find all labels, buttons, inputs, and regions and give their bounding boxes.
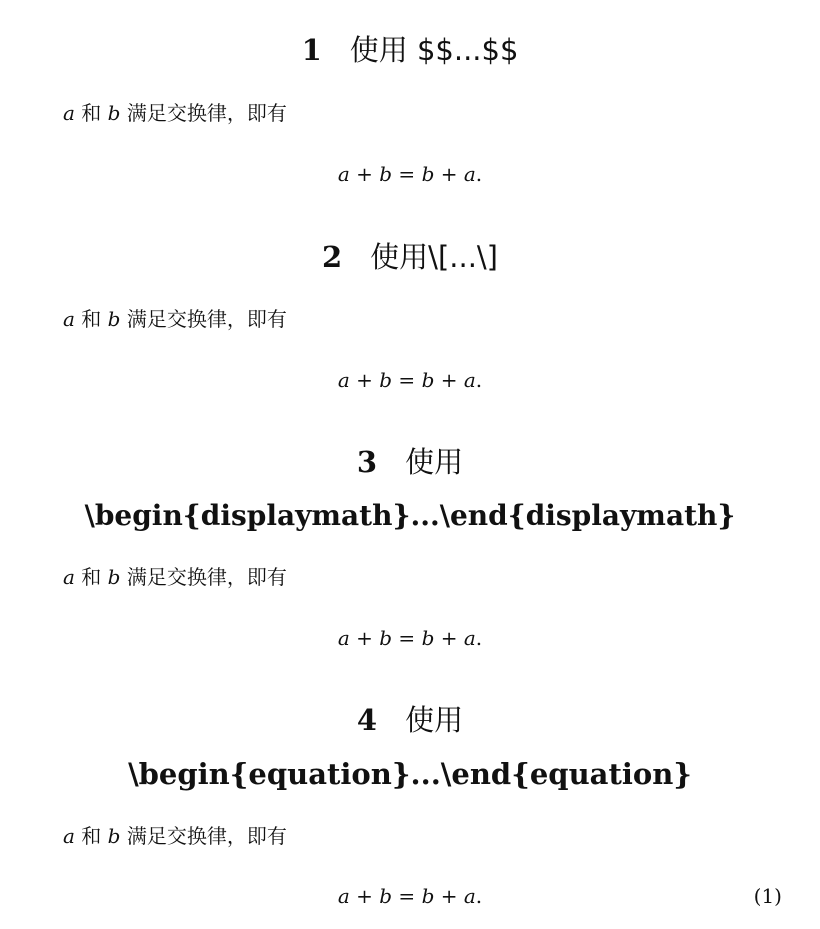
section-title: 使用 xyxy=(405,445,464,479)
eq-period: . xyxy=(475,626,483,650)
eq-operator: + xyxy=(349,884,380,908)
section-3-paragraph xyxy=(63,564,287,590)
word-and: 和 xyxy=(81,824,102,848)
eq-period: . xyxy=(475,884,483,908)
section-number: 2 xyxy=(321,240,343,274)
eq-term: b xyxy=(379,162,393,186)
section-3-heading-line2: \begin{displaymath}...\end{displaymath} xyxy=(84,499,736,532)
word-and: 和 xyxy=(81,101,102,125)
eq-period: . xyxy=(475,368,483,392)
eq-operator: + xyxy=(349,368,380,392)
eq-term: a xyxy=(463,884,476,908)
eq-operator: + xyxy=(434,626,464,650)
section-3-equation xyxy=(0,625,820,651)
eq-term: a xyxy=(463,626,476,650)
eq-term: b xyxy=(379,884,393,908)
eq-term: a xyxy=(337,368,350,392)
eq-operator: + xyxy=(349,626,380,650)
eq-operator: + xyxy=(349,162,380,186)
eq-operator: = xyxy=(392,162,422,186)
eq-term: a xyxy=(463,162,476,186)
variable-a: a xyxy=(63,101,75,125)
variable-b: b xyxy=(107,565,121,589)
eq-term: a xyxy=(463,368,476,392)
section-2-equation xyxy=(0,367,820,393)
eq-term: a xyxy=(337,162,350,186)
word-and: 和 xyxy=(81,565,102,589)
variable-a: a xyxy=(63,824,75,848)
eq-term: b xyxy=(421,626,435,650)
section-1-equation xyxy=(0,161,820,187)
section-3-heading xyxy=(0,444,820,480)
section-1-heading xyxy=(0,32,820,68)
eq-term: a xyxy=(337,626,350,650)
eq-term: b xyxy=(421,368,435,392)
paragraph-text: 满足交换律，即有 xyxy=(126,565,287,589)
section-number: 4 xyxy=(356,703,378,737)
eq-term: b xyxy=(421,162,435,186)
eq-operator: = xyxy=(392,626,422,650)
section-4-equation xyxy=(0,883,820,909)
section-title: 使用\[...\] xyxy=(370,240,498,274)
section-2-heading xyxy=(0,239,820,275)
eq-term: a xyxy=(337,884,350,908)
section-1-paragraph xyxy=(63,100,287,126)
eq-operator: + xyxy=(434,368,464,392)
section-4-paragraph xyxy=(63,823,287,849)
section-title: 使用 xyxy=(405,703,464,737)
eq-period: . xyxy=(475,162,483,186)
variable-b: b xyxy=(107,101,121,125)
section-number: 3 xyxy=(356,445,378,479)
word-and: 和 xyxy=(81,307,102,331)
equation-number: (1) xyxy=(753,884,782,908)
variable-a: a xyxy=(63,565,75,589)
eq-operator: + xyxy=(434,162,464,186)
variable-a: a xyxy=(63,307,75,331)
eq-operator: + xyxy=(434,884,464,908)
paragraph-text: 满足交换律，即有 xyxy=(126,101,287,125)
eq-term: b xyxy=(421,884,435,908)
section-4-heading xyxy=(0,702,820,738)
variable-b: b xyxy=(107,307,121,331)
eq-operator: = xyxy=(392,884,422,908)
variable-b: b xyxy=(107,824,121,848)
section-title: 使用 $$...$$ xyxy=(349,33,519,67)
section-2-paragraph xyxy=(63,306,287,332)
eq-term: b xyxy=(379,368,393,392)
eq-operator: = xyxy=(392,368,422,392)
section-4-heading-line2: \begin{equation}...\end{equation} xyxy=(128,757,692,791)
eq-term: b xyxy=(379,626,393,650)
paragraph-text: 满足交换律，即有 xyxy=(126,824,287,848)
section-number: 1 xyxy=(301,33,322,67)
paragraph-text: 满足交换律，即有 xyxy=(126,307,287,331)
